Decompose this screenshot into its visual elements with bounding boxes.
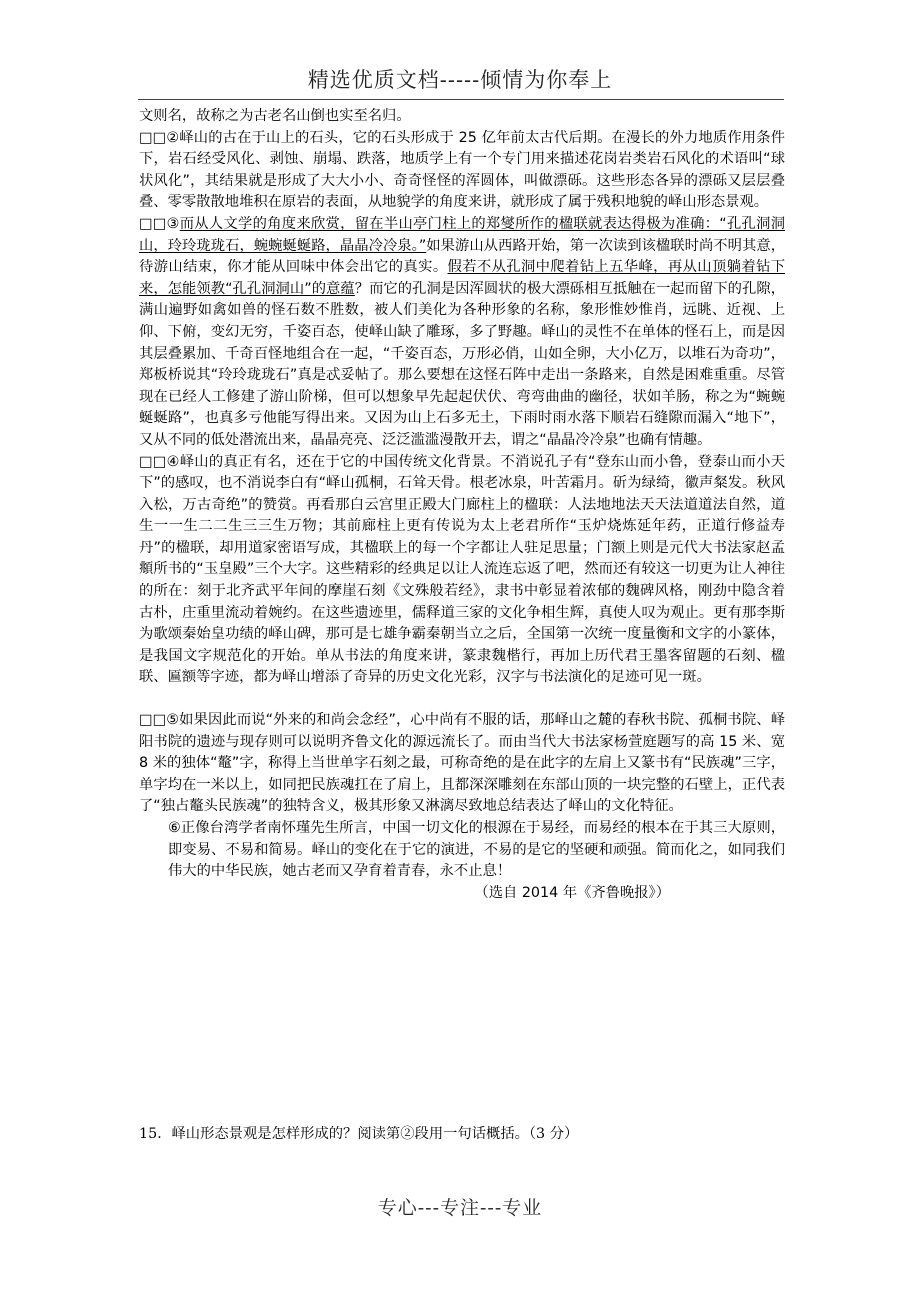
article-source: （选自 2014 年《齐鲁晚报》） — [474, 884, 670, 901]
header-divider — [138, 99, 784, 100]
paragraph-6: ⑥正像台湾学者南怀瑾先生所言，中国一切文化的根源在于易经，而易经的根本在于其三大原则，即变易、不易和简易。峄山的变化在于它的演进，不易的是它的坚硬和顽强。简而化之，如同我们伟大的中华民族，她古老而又孕育着青春，永不止息！ — [168, 820, 785, 880]
underlined-sentence-1: 而从人文学的角度来欣赏，留在半山亭门柱上的郑燮所作的楹联就表达得极为准确：“孔孔洞洞山，玲玲珑珑石，蜿蜿蜒蜒路，晶晶冷冷泉。” — [139, 215, 785, 254]
underlined-sentence-2: 假若不从孔洞中爬着钻上五华峰，再从山顶躺着钻下来，怎能领教“孔孔洞洞山”的意蕴 — [139, 259, 786, 297]
paragraph-3-marker: □□③ — [139, 215, 180, 232]
paragraph-4: □□④峄山的真正有名，还在于它的中国传统文化背景。不消说孔子有“登东山而小鲁，登泰山而小天下”的感叹，也不消说李白有“峄山孤桐，石耸天骨。根老冰泉，叶苦霜月。斫为绿绮，徽声粲发。秋风入松，万古奇绝”的赞赏。再看那白云宫里正殿大门廊柱上的楹联：人法地地法天天法道道法自然，道生一一生二二生三三生万物；其前廊柱上更有传说为太上老君所作“玉炉烧炼延年药，正道行修益寿丹”的楹联，却用道家密语写成，其楹联上的每一个字都让人驻足思量；门额上则是元代大书法家赵孟頫所书的“玉皇殿”三个大字。这些精彩的经典足以让人流连忘返了吧，然而还有较这一切更为让人神往的所在：刻于北齐武平年间的摩崖石刻《文殊般若经》，隶书中彰显着浓郁的魏碑风格，刚劲中隐含着古朴，庄重里流动着婉约。在这些遗迹里，儒释道三家的文化争相生辉，真使人叹为观止。更有那李斯为歌颂秦始皇功绩的峄山碑，那可是七雄争霸秦朝当立之后，全国第一次统一度量衡和文字的小篆体，是我国文字规范化的开始。单从书法的角度来讲，篆隶魏楷行，再加上历代君王墨客留题的石刻、楹联、匾额等字迹，都为峄山增添了奇异的历史文化光彩，汉字与书法演化的足迹可见一斑。 — [139, 453, 785, 686]
paragraph-5: □□⑤如果因此而说“外来的和尚会念经”，心中尚有不服的话，那峄山之麓的春秋书院、孤桐书院、峄阳书院的遗迹与现存则可以说明齐鲁文化的源远流长了。而由当代大书法家杨萱庭题写的高 15 米、宽 8 米的独体“鼇”字，称得上当世单字石刻之最，可称奇绝的是在此字的左肩上又篆书有“民族魂”三字，单字均在一米以上，如同把民族魂扛在了肩上，且都深深雕刻在东部山顶的一块完整的石壁上，正代表了“独占鼇头民族魂”的独特含义，极其形象又淋漓尽致地总结表达了峄山的文化特征。 — [139, 712, 785, 815]
paragraph-3-text-1: 如果游山从西路开始，第一次读到该楹联时尚不明其意，待游山结束，你才能从回味中体会出它的真实。 — [139, 237, 785, 276]
paragraph-3-text-2: ？而它的孔洞是因浑圆状的极大漂砾相互抵触在一起而留下的孔隙，满山遍野如禽如兽的怪石数不胜数，被人们美化为各种形象的名称，象形惟妙惟肖，远眺、近视、上仰、下俯，变幻无穷，千姿百态，使峄山缺了雕琢，多了野趣。峄山的灵性不在单体的怪石上，而是因其层叠累加、千奇百怪地组合在一起，“千姿百态，万形必俏，山如全卵，大小亿万，以堆石为奇功”，郑板桥说其“玲玲珑珑石”真是忒妥帖了。那么要想在这怪石阵中走出一条路来，自然是困难重重。尽管现在已经人工修建了游山阶梯，但可以想象早先起起伏伏、弯弯曲曲的幽径，状如羊肠，称之为“蜿蜿蜒蜒路”，也真多亏他能写得出来。又因为山上石多无土，下雨时雨水落下顺岩石缝隙而漏入“地下”，又从不同的低处潜流出来，晶晶亮亮、泛泛滥滥漫散开去，谓之“晶晶冷冷泉”也确有情趣。 — [139, 280, 786, 448]
page-header: 精选优质文档-----倾情为你奉上 — [307, 68, 613, 92]
paragraph-3 — [139, 214, 785, 452]
paragraph-1-tail: 文则名，故称之为古老名山倒也实至名归。 — [139, 108, 411, 124]
page-footer: 专心---专注---专业 — [377, 1197, 543, 1219]
paragraph-gap — [139, 689, 785, 710]
question-15: 15．峄山形态景观是怎样形成的？阅读第②段用一句话概括。（3 分） — [139, 1126, 579, 1142]
paragraph-2: □□②峄山的古在于山上的石头，它的石头形成于 25 亿年前太古代后期。在漫长的外力地质作用条件下，岩石经受风化、剥蚀、崩塌、跌落，地质学上有一个专门用来描述花岗岩类岩石风化的术语叫“球状风化”，其结果就是形成了大大小小、奇奇怪怪的浑圆体，叫做漂砾。这些形态各异的漂砾又层层叠叠、零零散散地堆积在原岩的表面，从地貌学的角度来讲，就形成了属于残积地貌的峄山形态景观。 — [139, 129, 785, 211]
article-body — [139, 106, 785, 904]
